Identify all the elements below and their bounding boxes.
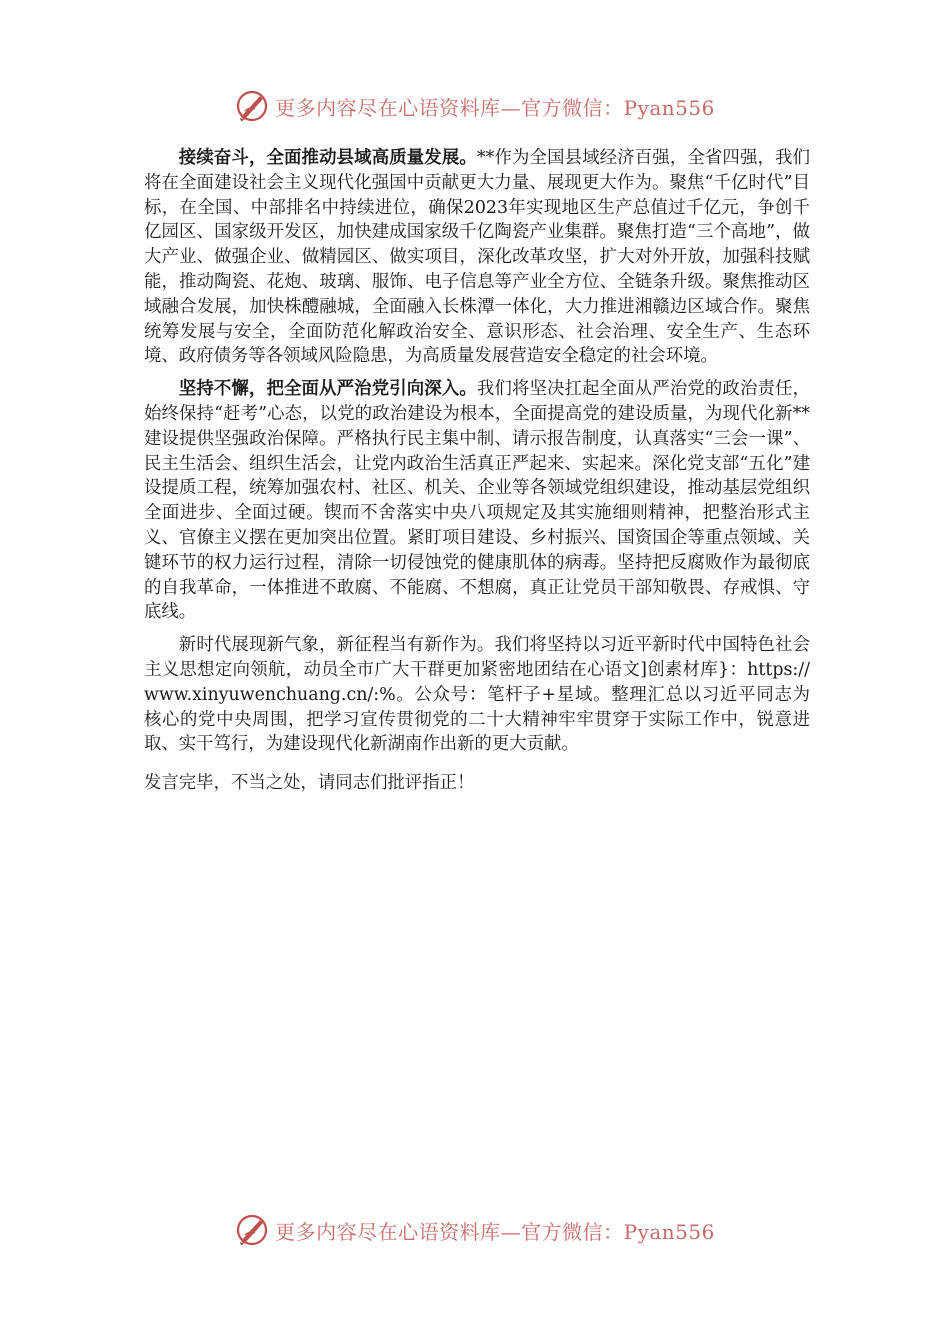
header-banner <box>0 86 950 126</box>
footer-banner-text: 更多内容尽在心语资料库—官方微信：Pyan556 <box>275 1219 715 1244</box>
paragraph-2-lead: 坚持不懈，把全面从严治党引向深入。 <box>178 379 477 400</box>
paragraph-3 <box>144 633 810 757</box>
footer-banner <box>0 1210 950 1250</box>
paragraph-2-body: 我们将坚决扛起全面从严治党的政治责任，始终保持“赶考”心态，以党的政治建设为根本，全面提高党的建设质量，为现代化新**建设提供坚强政治保障。严格执行民主集中制、请示报告制度，认真落实“三会一课”、民主生活会、组织生活会，让党内政治生活真正严起来、实起来。深化党支部“五化”建设提质工程，统筹加强农村、社区、机关、企业等各领域党组织建设，推动基层党组织全面进步、全面过硬。锲而不舍落实中央八项规定及其实施细则精神，把整治形式主义、官僚主义摆在更加突出位置。紧盯项目建设、乡村振兴、国资国企等重点领域、关键环节的权力运行过程，清除一切侵蚀党的健康肌体的病毒。坚持把反腐败作为最彻底的自我革命，一体推进不敢腐、不能腐、不想腐，真正让党员干部知敬畏、存戒惧、守底线。 <box>144 379 810 623</box>
pen-logo-icon <box>235 89 269 123</box>
pen-logo-icon <box>235 1213 269 1247</box>
paragraph-1 <box>144 146 810 369</box>
header-banner-text: 更多内容尽在心语资料库—官方微信：Pyan556 <box>275 95 715 120</box>
paragraph-1-lead: 接续奋斗，全面推动县域高质量发展。 <box>178 148 477 168</box>
closing-line: 发言完毕，不当之处，请同志们批评指正！ <box>144 773 475 794</box>
paragraph-1-body: **作为全国县域经济百强，全省四强，我们将在全面建设社会主义现代化强国中贡献更大力量、展现更大作为。聚焦“千亿时代”目标，在全国、中部排名中持续进位，确保2023年实现地区生产总值过千亿元，争创千亿园区、国家级开发区，加快建成国家级千亿陶瓷产业集群。聚焦打造“三个高地”，做大产业、做强企业、做精园区、做实项目，深化改革攻坚，扩大对外开放，加强科技赋能，推动陶瓷、花炮、玻璃、服饰、电子信息等产业全方位、全链条升级。聚焦推动区域融合发展，加快株醴融城，全面融入长株潭一体化，大力推进湘赣边区域合作。聚焦统筹发展与安全，全面防范化解政治安全、意识形态、社会治理、安全生产、生态环境、政府债务等各领域风险隐患，为高质量发展营造安全稳定的社会环境。 <box>144 148 810 367</box>
paragraph-3-body: 新时代展现新气象，新征程当有新作为。我们将坚持以习近平新时代中国特色社会主义思想定向领航，动员全市广大干群更加紧密地团结在心语文]创素材库}：https://www.xinyuwenchuang.cn/:%。公众号：笔杆子+星域。整理汇总以习近平同志为核心的党中央周围，把学习宣传贯彻党的二十大精神牢牢贯穿于实际工作中，锐意进取、实干笃行，为建设现代化新湖南作出新的更大贡献。 <box>144 635 810 755</box>
paragraph-2 <box>144 377 810 625</box>
document-body <box>144 146 810 804</box>
